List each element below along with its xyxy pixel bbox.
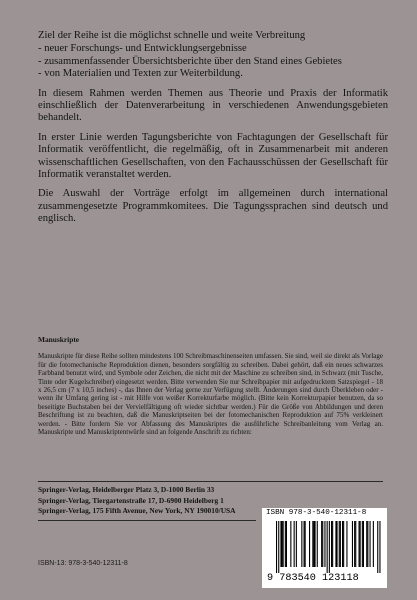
barcode-bar (359, 521, 360, 567)
barcode-bar (366, 521, 367, 567)
barcode-bar (331, 521, 332, 567)
address-line: Springer-Verlag, 175 Fifth Avenue, New York, NY 190010/USA (38, 506, 236, 516)
series-description (38, 30, 388, 233)
barcode-bar (313, 521, 314, 567)
barcode-number: 9 783540 123118 (267, 573, 359, 584)
barcode-bar (304, 521, 305, 567)
barcode-bar (301, 521, 302, 567)
barcode-bar (332, 521, 333, 567)
manuscript-heading: Manuskripte (38, 335, 80, 344)
barcode-bar (360, 521, 361, 567)
barcode-bar (337, 521, 338, 567)
barcode-bar (342, 521, 343, 567)
barcode-graphic (262, 519, 387, 588)
isbn-13: ISBN-13: 978-3-540-12311-8 (38, 560, 128, 567)
barcode-bar (327, 521, 328, 573)
barcode-bar (346, 521, 347, 567)
barcode-bar (305, 521, 306, 567)
barcode-bar (339, 521, 340, 567)
barcode-bar (373, 521, 374, 567)
manuscript-instructions: Manuskripte für diese Reihe sollten mindestens 100 Schreibmaschinenseiten umfassen. Sie sind, weil sie direkt als Vorlage für die fotomechanische Reproduktion dienen, besonders sorgfältig zu schreiben. Dabei gehört, daß ein neues schwarzes Farbband benutzt wird, und Symbole oder Zeichen, die nicht mit der Maschine zu schreiben sind, in Schwarz (mit Tusche, Tinte oder Kugelschreiber) eingesetzt werden. Bitte verwenden Sie nur Schreibpapier mit aufgedrucktem Satzspiegel - 18 x 26,5 cm (7 x 10,5 inches) -, das Ihnen der Verlag gerne zur Verfügung stellt. Änderungen sind durch Überkleben oder - wenn ihr Umfang gering ist - mit Hilfe von weißer Korrekturfarbe möglich. (Bitte kein Korrekturpapier benutzen, da so beseitigte Buchstaben bei der Vervielfältigung oft wieder sichtbar werden.) Für die Größe von Abbildungen und deren Beschriftung ist zu beachten, daß die Manuskriptseiten bei der fotomechanischen Reproduktion auf 75% verkleinert werden. - Bitte fordern Sie vor Abfassung des Manuskriptes die ausführliche Schreibanleitung vom Verlag an. Manuskripte und Manuskriptentwürfe sind an folgende Anschrift zu richten: (38, 352, 383, 437)
barcode-bar (367, 521, 368, 567)
series-aim: Ziel der Reihe ist die möglichst schnelle und weite Verbreitung (38, 30, 306, 41)
barcode-bar (370, 521, 371, 567)
manuscript-section (38, 336, 383, 436)
barcode-bar (335, 521, 336, 567)
address-line: Springer-Verlag, Heidelberger Platz 3, D-1000 Berlin 33 (38, 485, 215, 494)
aim-list-item: - zusammenfassender Übersichtsberichte über den Stand eines Gebietes (38, 56, 388, 68)
barcode-bar (379, 521, 380, 573)
divider (38, 520, 256, 521)
barcode-bar (315, 521, 316, 567)
barcode-bar (317, 521, 318, 567)
barcode-bar (352, 521, 353, 567)
barcode-bar (377, 521, 378, 573)
barcode-bar (312, 521, 313, 567)
selection-paragraph: Die Auswahl der Vorträge erfolgt im allgemeinen durch international zusammengesetzte Programmkomitees. Die Tagungssprachen sind deutsch und englisch. (38, 188, 388, 225)
address-line: Springer-Verlag, Tiergartenstraße 17, D-6900 Heidelberg 1 (38, 495, 224, 505)
barcode-bar (309, 521, 310, 567)
barcode-bar (340, 521, 341, 567)
barcode-bar (278, 521, 279, 573)
aim-list-item: - von Materialien und Texten zur Weiterbildung. (38, 68, 388, 80)
barcode-bar (343, 521, 344, 567)
barcode-bar (362, 521, 363, 567)
barcode-bar (296, 521, 297, 567)
barcode-bar (282, 521, 283, 567)
barcode-bar (290, 521, 291, 567)
barcode-bar (285, 521, 286, 567)
aim-list (38, 43, 388, 80)
barcode-bar (322, 521, 323, 567)
barcode-bar (354, 521, 355, 567)
barcode-bar (280, 521, 281, 567)
barcode-label (262, 508, 387, 588)
aim-list-item: - neuer Forschungs- und Entwicklungsergebnisse (38, 43, 388, 55)
barcode-bar (276, 521, 277, 573)
barcode-bar (286, 521, 287, 567)
barcode-bar (283, 521, 284, 567)
barcode-bar (324, 521, 325, 567)
barcode-bar (355, 521, 356, 567)
barcode-bar (329, 521, 330, 573)
barcode-isbn: ISBN 978-3-540-12311-8 (266, 509, 367, 517)
topics-paragraph: In diesem Rahmen werden Themen aus Theorie und Praxis der Informatik einschließlich der Datenverarbeitung in verschiedenen Anwendungsgebieten behandelt. (38, 87, 388, 124)
barcode-bar (321, 521, 322, 567)
proceedings-paragraph: In erster Linie werden Tagungsberichte von Fachtagungen der Gesellschaft für Informatik veröffentlicht, die regelmäßig, oft in Zusammenarbeit mit anderen wissenschaftlichen Gesellschaften, von den Fachausschüssen der Gesellschaft für Informatik veranstaltet werden. (38, 131, 388, 181)
barcode-bar (294, 521, 295, 567)
divider (38, 481, 383, 482)
barcode-bar (363, 521, 364, 567)
